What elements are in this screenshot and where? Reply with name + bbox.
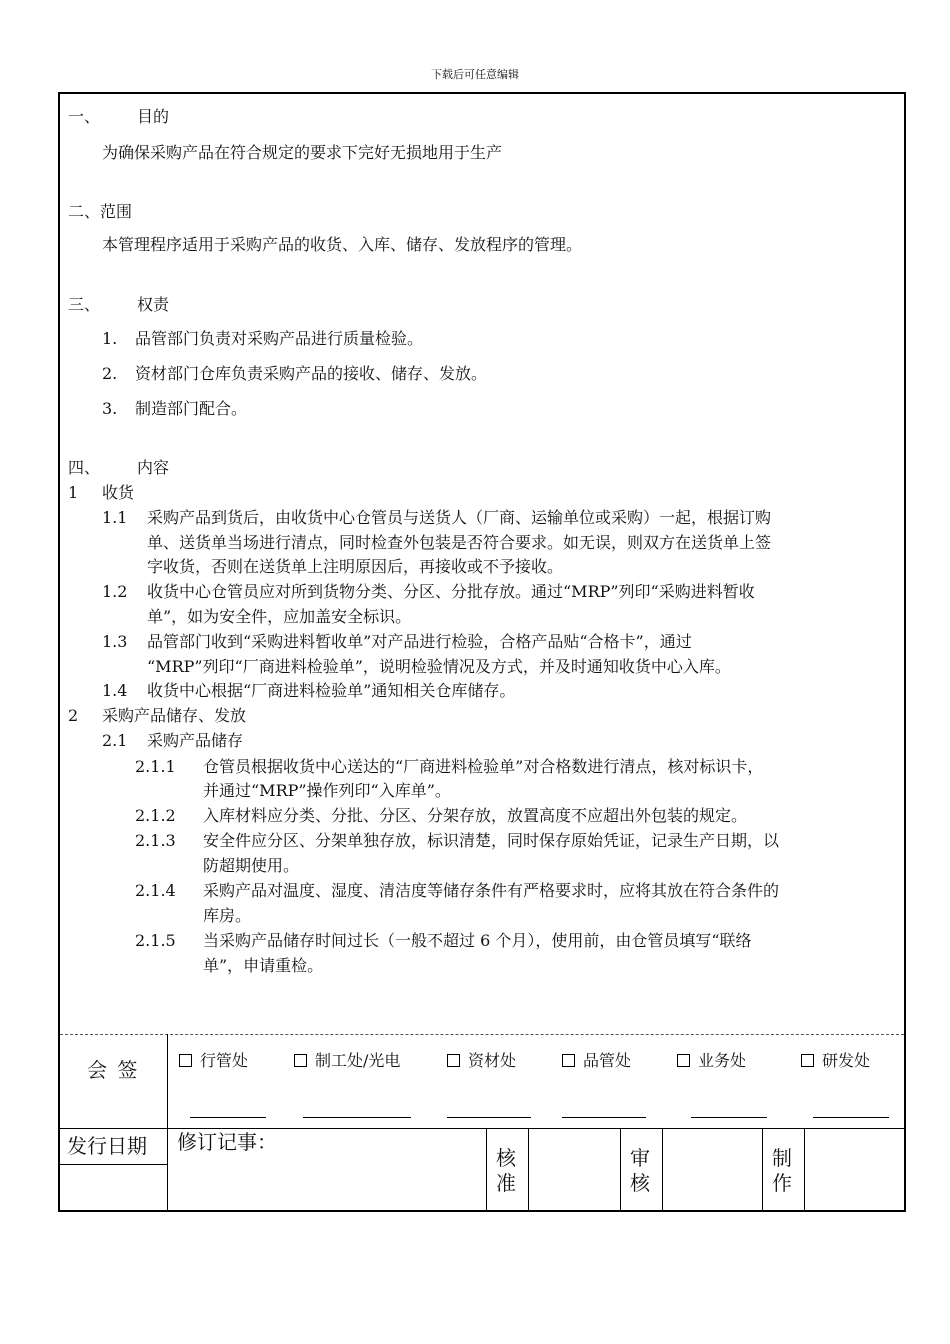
clause-line: 字收货，否则在送货单上注明原因后，再接收或不予接收。 [147,557,564,576]
subsection-number: 2 [68,706,79,725]
clause-number: 1.2 [102,582,128,601]
signature-line[interactable] [562,1117,646,1118]
clause-title: 采购产品储存 [147,731,244,750]
clause-line: 品管部门收到“采购进料暂收单”对产品进行检验，合格产品贴“合格卡”，通过 [147,632,692,651]
subsection-title: 采购产品储存、发放 [102,706,247,725]
clause-line: 库房。 [203,906,252,925]
review-label-2: 核 [630,1171,650,1195]
signoff-department-checkbox[interactable] [179,1050,248,1072]
approve-label-1: 核 [496,1146,516,1170]
department-label: 资材处 [468,1051,517,1070]
clause-line: “MRP”列印“厂商进料检验单”，说明检验情况及方式，并及时通知收货中心入库。 [147,657,731,676]
clause-line: 安全件应分区、分架单独存放，标识清楚，同时保存原始凭证，记录生产日期，以 [203,831,780,850]
signoff-department-checkbox[interactable] [447,1050,516,1072]
clause-number: 1.4 [102,681,128,700]
clause-line: 并通过“MRP”操作列印“入库单”。 [203,781,451,800]
section2-heading: 二、范围 [68,202,133,221]
clause-number: 2.1.1 [135,757,176,776]
clause-line: 采购产品到货后，由收货中心仓管员与送货人（厂商、运输单位或采购）一起，根据订购 [147,508,772,527]
footer-column-divider [804,1128,805,1212]
checkbox-icon[interactable] [294,1054,307,1067]
signature-line[interactable] [190,1117,266,1118]
responsibility-item-text: 品管部门负责对采购产品进行质量检验。 [135,329,424,348]
clause-line: 收货中心根据“厂商进料检验单”通知相关仓库储存。 [147,681,516,700]
section1-title: 目的 [137,107,170,126]
responsibility-item-text: 制造部门配合。 [135,399,248,418]
section4-title: 内容 [137,458,170,477]
section3-title: 权责 [137,295,170,314]
footer-column-divider [662,1128,663,1212]
approve-label-2: 准 [496,1171,516,1195]
signoff-department-checkbox[interactable] [562,1050,631,1072]
subsection-title: 收货 [102,483,135,502]
department-label: 研发处 [822,1051,871,1070]
department-label: 制工处/光电 [315,1051,401,1070]
signature-line[interactable] [813,1117,889,1118]
footer-column-divider [167,1128,168,1212]
section1-number: 一、 [68,107,101,126]
signoff-divider [60,1034,904,1035]
clause-line: 单”，如为安全件，应加盖安全标识。 [147,607,412,626]
signoff-label: 会 签 [87,1058,140,1082]
subsection-number: 1 [68,483,79,502]
header-note: 下载后可任意编辑 [431,68,519,81]
issue-date-label: 发行日期 [67,1134,147,1158]
responsibility-item-num: 3. [102,399,118,418]
clause-number: 2.1 [102,731,128,750]
clause-number: 2.1.5 [135,931,176,950]
footer-column-divider [620,1128,621,1212]
clause-line: 收货中心仓管员应对所到货物分类、分区、分批存放。通过“MRP”列印“采购进料暂收 [147,582,755,601]
clause-line: 仓管员根据收货中心送达的“厂商进料检验单”对合格数进行清点，核对标识卡， [203,757,764,776]
clause-number: 2.1.2 [135,806,176,825]
clause-number: 2.1.4 [135,881,176,900]
clause-line: 当采购产品储存时间过长（一般不超过 6 个月），使用前，由仓管员填写“联络 [203,931,752,950]
clause-line: 防超期使用。 [203,856,300,875]
clause-line: 单”，申请重检。 [203,956,324,975]
checkbox-icon[interactable] [447,1054,460,1067]
clause-number: 2.1.3 [135,831,176,850]
responsibility-item-num: 2. [102,364,118,383]
make-label-1: 制 [772,1146,792,1170]
section1-body: 为确保采购产品在符合规定的要求下完好无损地用于生产 [102,143,503,162]
revision-label: 修订记事： [177,1130,277,1154]
checkbox-icon[interactable] [801,1054,814,1067]
footer-column-divider [486,1128,487,1212]
responsibility-item-num: 1. [102,329,118,348]
make-label-2: 作 [772,1171,792,1195]
signoff-department-checkbox[interactable] [294,1050,400,1072]
signoff-column-divider [167,1034,168,1128]
department-label: 行管处 [200,1051,249,1070]
signature-line[interactable] [691,1117,767,1118]
department-label: 业务处 [698,1051,747,1070]
checkbox-icon[interactable] [677,1054,690,1067]
clause-line: 入库材料应分类、分批、分区、分架存放，放置高度不应超出外包装的规定。 [203,806,748,825]
footer-column-divider [528,1128,529,1212]
section3-number: 三、 [68,295,101,314]
section2-body: 本管理程序适用于采购产品的收货、入库、储存、发放程序的管理。 [102,235,583,254]
clause-number: 1.3 [102,632,128,651]
checkbox-icon[interactable] [562,1054,575,1067]
footer-column-divider [762,1128,763,1212]
signoff-department-checkbox[interactable] [801,1050,870,1072]
clause-line: 采购产品对温度、湿度、清洁度等储存条件有严格要求时，应将其放在符合条件的 [203,881,780,900]
clause-line: 单、送货单当场进行清点，同时检查外包装是否符合要求。如无误，则双方在送货单上签 [147,533,772,552]
signoff-department-checkbox[interactable] [677,1050,746,1072]
signature-line[interactable] [447,1117,531,1118]
signature-line[interactable] [303,1117,411,1118]
section4-number: 四、 [68,458,101,477]
review-label-1: 审 [630,1146,650,1170]
responsibility-item-text: 资材部门仓库负责采购产品的接收、储存、发放。 [135,364,488,383]
clause-number: 1.1 [102,508,128,527]
footer-top-border [60,1128,904,1129]
issue-date-divider [60,1164,167,1165]
department-label: 品管处 [583,1051,632,1070]
checkbox-icon[interactable] [179,1054,192,1067]
